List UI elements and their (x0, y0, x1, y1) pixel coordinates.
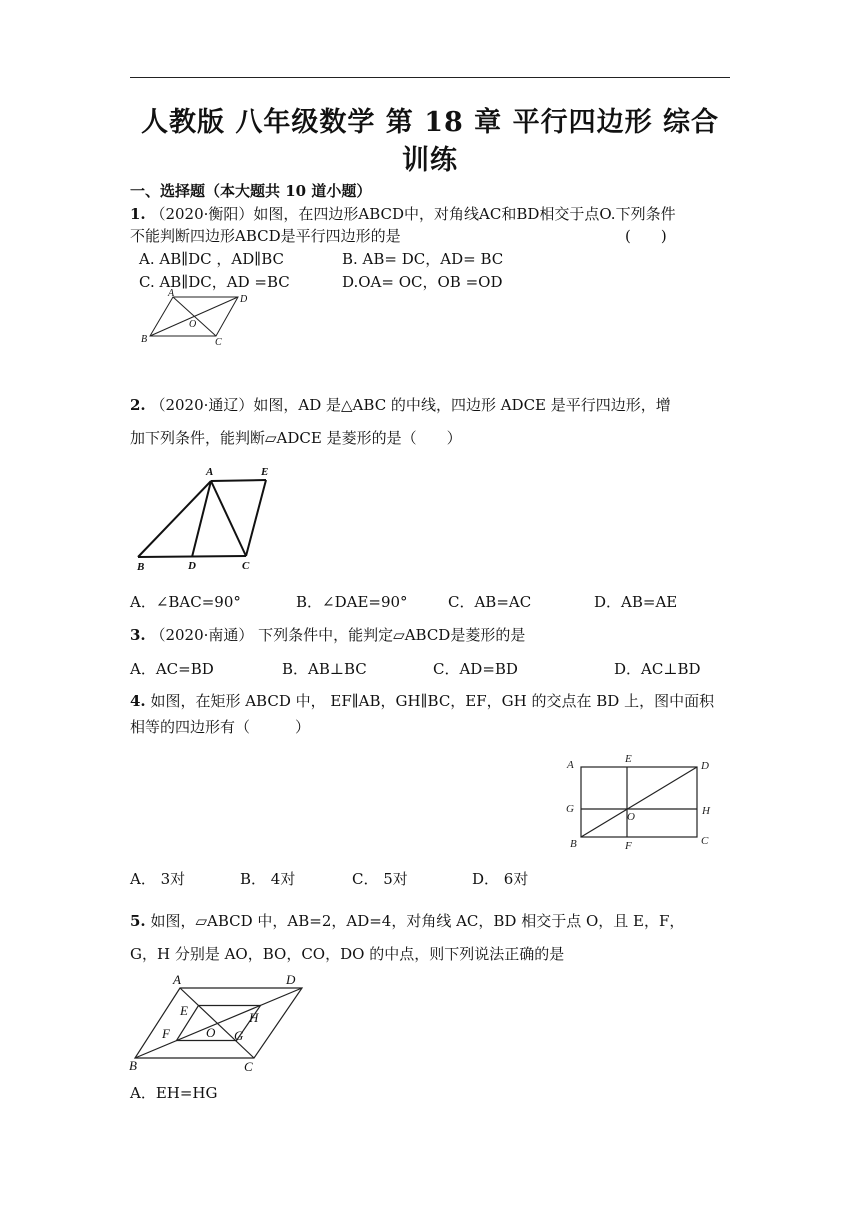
q5-label-d: D (286, 972, 296, 987)
q4-text-1: 如图，在矩形 ABCD 中， EF∥AB，GH∥BC，EF，GH 的交点在 BD 上，图中面积 (150, 692, 715, 710)
q4-label-h: H (702, 805, 710, 817)
section-heading: 一、选择题（本大题共 10 道小题） (130, 182, 372, 200)
q4-label-g: G (566, 803, 574, 815)
q2-number: 2. (130, 396, 146, 414)
q1-option-d: D.OA= OC，OB =OD (342, 273, 503, 291)
q3-option-b: B．AB⊥BC (282, 660, 367, 678)
q2-label-e: E (261, 466, 269, 478)
q1-label-o: O (189, 319, 197, 330)
q4-label-f: F (625, 840, 632, 852)
q3-option-c: C．AD=BD (433, 660, 518, 678)
q5-label-a: A (173, 972, 181, 987)
q4-label-o: O (627, 811, 635, 823)
q1-figure (138, 290, 258, 350)
q2-option-b: B．∠DAE=90° (296, 593, 408, 611)
title-line-2: 训练 (402, 145, 458, 176)
q1-line-1 (130, 203, 676, 225)
q2-line-1 (130, 394, 671, 416)
q1-text-1: （2020·衡阳）如图，在四边形ABCD中，对角线AC和BD相交于点O.下列条件 (150, 205, 676, 223)
q3-option-d: D．AC⊥BD (614, 660, 701, 678)
q2-label-d: D (188, 560, 196, 572)
q1-number: 1. (130, 205, 146, 223)
q3-option-a: A．AC=BD (130, 660, 214, 678)
q4-number: 4. (130, 692, 146, 710)
q5-number: 5. (130, 912, 146, 930)
title-line-1: 人教版 八年级数学 第 18 章 平行四边形 综合 (141, 107, 719, 138)
q1-label-c: C (215, 337, 222, 348)
q5-text-2: G，H 分别是 AO，BO，CO，DO 的中点，则下列说法正确的是 (130, 945, 565, 963)
q1-label-a: A (168, 288, 175, 299)
q1-text-2: 不能判断四边形ABCD是平行四边形的是 (130, 227, 401, 245)
q2-text-2: 加下列条件，能判断▱ADCE 是菱形的是（ ） (130, 429, 462, 447)
q5-label-b: B (129, 1058, 137, 1073)
q4-label-c: C (701, 835, 709, 847)
q1-option-b: B. AB= DC，AD= BC (342, 250, 504, 268)
q3-line-1 (130, 624, 525, 646)
q5-label-o: O (206, 1025, 216, 1040)
q1-option-c: C. AB∥DC，AD =BC (139, 273, 290, 291)
q4-option-a: A． 3对 (130, 870, 186, 888)
q2-label-b: B (137, 561, 145, 573)
q2-label-c: C (242, 560, 250, 572)
q2-option-d: D．AB=AE (594, 593, 678, 611)
q3-number: 3. (130, 626, 146, 644)
q1-option-a: A. AB∥DC ，AD∥BC (139, 250, 284, 268)
q2-label-a: A (206, 466, 214, 478)
q3-text-1: （2020·南通） 下列条件中，能判定▱ABCD是菱形的是 (150, 626, 526, 644)
q2-option-c: C．AB=AC (448, 593, 532, 611)
q4-option-c: C． 5对 (352, 870, 408, 888)
q5-label-g: G (234, 1028, 244, 1043)
q4-line-1 (130, 690, 714, 712)
q4-label-e: E (625, 753, 632, 765)
q1-label-d: D (240, 294, 248, 305)
q4-label-b: B (570, 838, 577, 850)
q5-text-1: 如图，▱ABCD 中，AB=2，AD=4，对角线 AC，BD 相交于点 O，且 E，F， (150, 912, 685, 930)
q5-line-1 (130, 910, 684, 932)
q2-figure (130, 462, 280, 574)
q5-label-h: H (249, 1010, 259, 1025)
q5-figure (126, 970, 312, 1076)
q2-text-1: （2020·通辽）如图，AD 是△ABC 的中线，四边形 ADCE 是平行四边形，增 (150, 396, 671, 414)
q1-answer-paren: ( ) (625, 227, 667, 245)
q4-label-d: D (701, 760, 709, 772)
page-title (130, 104, 730, 180)
q5-label-e: E (180, 1003, 188, 1018)
q4-option-d: D． 6对 (472, 870, 529, 888)
header-rule (130, 77, 730, 78)
q4-figure (564, 750, 724, 856)
q4-label-a: A (567, 759, 574, 771)
q5-label-c: C (244, 1059, 253, 1074)
q4-option-b: B． 4对 (240, 870, 296, 888)
q2-option-a: A．∠BAC=90° (130, 593, 241, 611)
q5-label-f: F (162, 1026, 170, 1041)
q4-text-2: 相等的四边形有（ ） (130, 718, 311, 736)
q5-option-a: A．EH=HG (130, 1084, 218, 1102)
q1-label-b: B (141, 334, 148, 345)
